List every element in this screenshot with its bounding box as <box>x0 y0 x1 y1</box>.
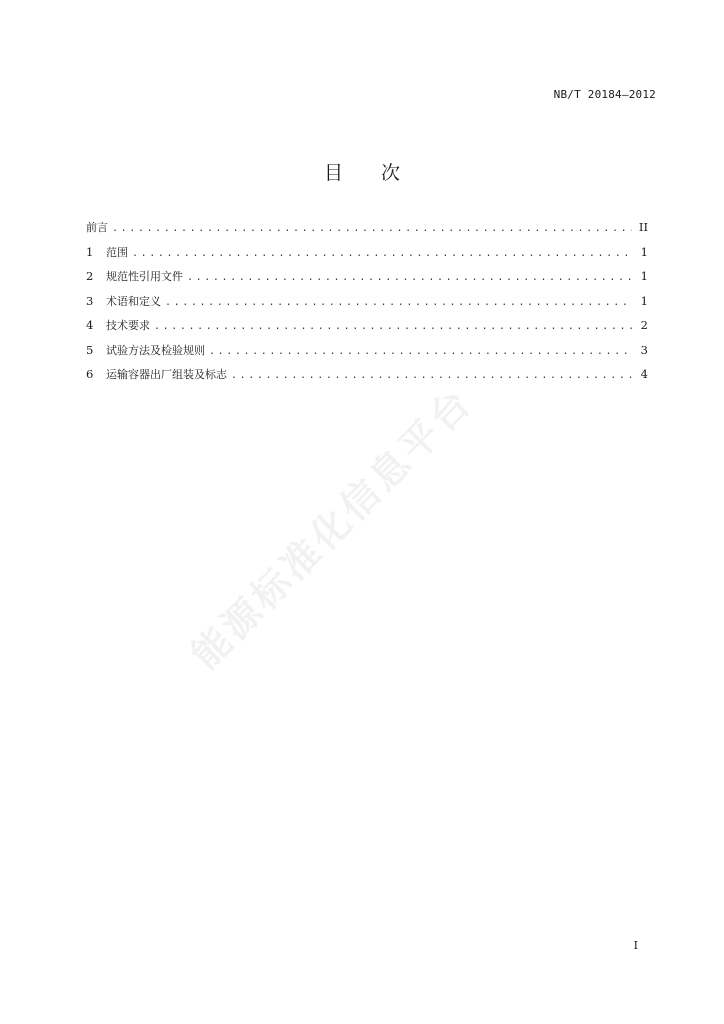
toc-entry-label: 规范性引用文件 <box>106 270 183 283</box>
toc-entry-number: 3 <box>86 293 94 308</box>
title-char-1: 目 <box>323 162 343 184</box>
toc-leader-dots <box>187 272 632 283</box>
toc-leader-dots <box>132 248 632 259</box>
toc-entry-number: 2 <box>86 269 94 283</box>
toc-entry-test-methods[interactable] <box>86 342 648 367</box>
toc-entry-label: 前言 <box>86 221 108 234</box>
toc-entry-page: 1 <box>640 269 648 283</box>
toc-entry-page: 1 <box>640 293 648 308</box>
page-title <box>0 158 724 185</box>
toc-entry-technical-requirements[interactable] <box>86 317 648 342</box>
page-number: I <box>633 939 638 952</box>
toc-entry-page: 2 <box>640 318 648 332</box>
toc-entry-number: 6 <box>86 367 94 381</box>
toc-entry-normative-references[interactable] <box>86 268 648 293</box>
toc-entry-label: 术语和定义 <box>106 294 161 308</box>
toc-entry-page: 4 <box>640 367 648 381</box>
toc-entry-page: 3 <box>640 342 648 357</box>
toc-leader-dots <box>209 346 632 357</box>
toc-entry-page: 1 <box>640 244 648 259</box>
toc-leader-dots <box>231 370 632 381</box>
toc-entry-page: II <box>638 220 648 234</box>
watermark: 能源标准化信息平台 <box>182 379 482 678</box>
toc-entry-number: 1 <box>86 244 94 259</box>
toc-entry-number: 4 <box>86 318 94 332</box>
toc-entry-label: 技术要求 <box>106 319 150 332</box>
toc-entry-terms-definitions[interactable] <box>86 293 648 318</box>
table-of-contents <box>86 219 648 391</box>
title-char-2: 次 <box>381 162 401 184</box>
toc-entry-scope[interactable] <box>86 244 648 269</box>
toc-entry-label: 运输容器出厂组装及标志 <box>106 368 227 381</box>
toc-entry-transport-container[interactable] <box>86 366 648 391</box>
toc-entry-label: 范围 <box>106 245 128 259</box>
toc-leader-dots <box>112 223 632 234</box>
standard-code: NB/T 20184—2012 <box>553 88 656 101</box>
toc-entry-number: 5 <box>86 342 94 357</box>
toc-entry-label: 试验方法及检验规则 <box>106 343 205 357</box>
toc-leader-dots <box>165 297 632 308</box>
toc-leader-dots <box>154 321 632 332</box>
toc-entry-foreword[interactable] <box>86 219 648 244</box>
